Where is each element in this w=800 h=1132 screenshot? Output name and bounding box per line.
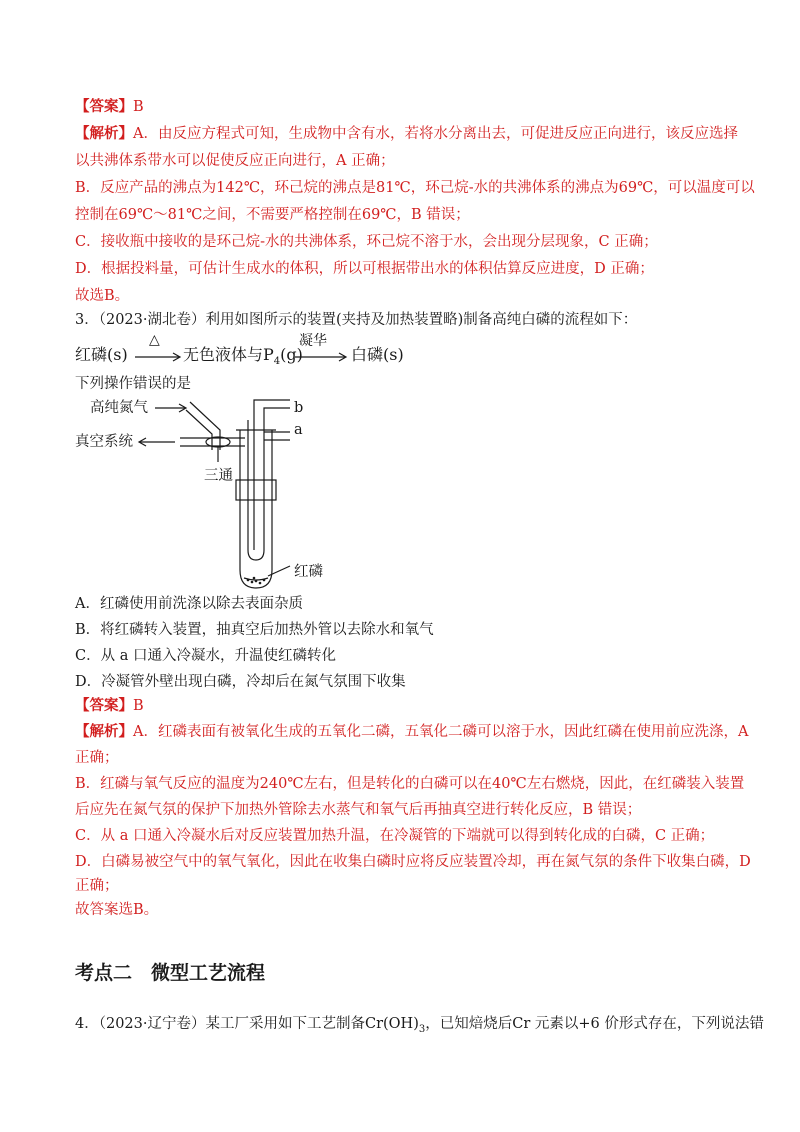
answer-line: 【答案】B [75,98,144,115]
label-gas-in: 高纯氮气 [90,400,148,416]
label-port-a: a [294,422,303,438]
analysis-line: C．从 a 口通入冷凝水后对反应装置加热升温，在冷凝管的下端就可以得到转化成的白磷，C 正确； [75,828,715,844]
question-stem: 3．（2023·湖北卷）利用如图所示的装置(夹持及加热装置略)制备高纯白磷的流程如下： [75,312,638,328]
label-vacuum: 真空系统 [75,434,133,450]
analysis-line: 故选B。 [75,288,130,304]
option-b: B．将红磷转入装置，抽真空后加热外管以去除水和氧气 [75,622,434,638]
analysis-line: 控制在69℃～81℃之间，不需要严格控制在69℃，B 错误； [75,207,470,223]
flow-intermediate: 无色液体与$P_4(g)$ [183,345,303,368]
analysis-line: 正确； [75,750,119,766]
question-prompt: 下列操作错误的是 [75,376,191,392]
analysis-line: 【解析】A．红磷表面有被氧化生成的五氧化二磷，五氧化二磷可以溶于水，因此红磷在使用前应洗涤，A [75,723,749,740]
flow-condition-heat: △ [149,332,160,348]
analysis-line: 【解析】A．由反应方程式可知，生成物中含有水，若将水分离出去，可促进反应正向进行，该反应选择 [75,125,738,142]
answer-line: 【答案】B [75,697,144,714]
option-a: A．红磷使用前洗涤以除去表面杂质 [75,596,303,612]
analysis-line: B．红磷与氧气反应的温度为240℃左右，但是转化的白磷可以在40℃左右燃烧，因此，在红磷装入装置 [75,776,745,792]
option-d: D．冷凝管外壁出现白磷，冷却后在氮气氛围下收集 [75,674,406,690]
option-c: C．从 a 口通入冷凝水，升温使红磷转化 [75,648,336,664]
flow-condition-sublimation: 凝华 [299,333,327,349]
analysis-line: D．白磷易被空气中的氧气氧化，因此在收集白磷时应将反应装置冷却，再在氮气氛的条件下收集白磷，D [75,854,751,870]
section-heading: 考点二 微型工艺流程 [75,962,266,984]
label-port-b: b [294,400,304,416]
apparatus-diagram [60,390,360,590]
analysis-line: 正确； [75,878,119,894]
label-valve: 三通 [204,468,233,484]
analysis-line: 以共沸体系带水可以促使反应正向进行，A 正确； [75,153,395,169]
analysis-line: D．根据投料量，可估计生成水的体积，所以可根据带出水的体积估算反应进度，D 正确； [75,261,654,277]
analysis-line: 后应先在氮气氛的保护下加热外管除去水蒸气和氧气后再抽真空进行转化反应，B 错误； [75,802,642,818]
flow-reactant: 红磷(s) [75,345,128,364]
flow-product: 白磷(s) [351,345,404,364]
question-stem: 4．（2023·辽宁卷）某工厂采用如下工艺制备$Cr(OH)_3$，已知焙烧后Cr 元素以+6 价形式存在，下列说法错 [75,1016,764,1035]
analysis-line: B．反应产品的沸点为142℃，环己烷的沸点是81℃，环己烷-水的共沸体系的沸点为69℃，可以温度可以 [75,180,755,196]
analysis-line: 故答案选B。 [75,902,159,918]
label-red-phosphorus: 红磷 [294,564,323,580]
analysis-line: C．接收瓶中接收的是环己烷-水的共沸体系，环己烷不溶于水，会出现分层现象，C 正确； [75,234,658,250]
